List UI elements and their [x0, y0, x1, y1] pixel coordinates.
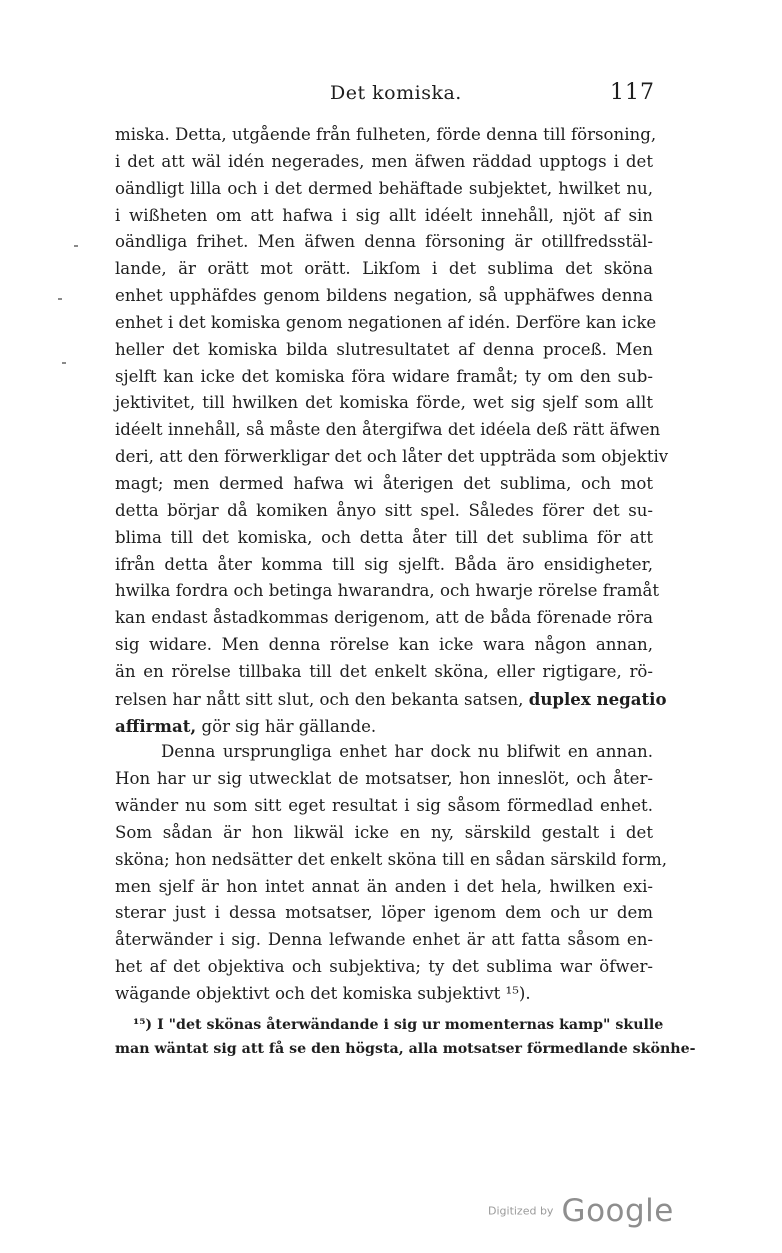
- text-line: men sjelf är hon intet annat än anden i det hela, hwilken exi-: [115, 876, 653, 896]
- google-watermark: [488, 1193, 674, 1229]
- page-number: 117: [610, 80, 655, 105]
- text-line: sig widare. Men denna rörelse kan icke wara någon annan,: [115, 635, 653, 655]
- margin-mark: [62, 362, 66, 364]
- margin-mark: [58, 298, 62, 300]
- text-line: oändliga frihet. Men äfwen denna försoning är otillfredsstäl-: [115, 232, 653, 252]
- paragraph-2: [115, 739, 668, 1007]
- text-line: Denna ursprungliga enhet har dock nu blifwit en annan.: [161, 742, 653, 762]
- text-line: återwänder i sig. Denna lefwande enhet är att fatta såsom en-: [115, 930, 653, 950]
- page-header: [110, 82, 655, 112]
- text-line: heller det komiska bilda slutresultatet af denna proceß. Men: [115, 339, 653, 359]
- footnote-line: man wäntat sig att få se den högsta, alla motsatser förmedlande skönhe-: [115, 1041, 696, 1057]
- text-line: i det att wäl idén negerades, men äfwen räddad upptogs i det: [115, 151, 653, 171]
- running-title: Det komiska.: [330, 82, 462, 104]
- text-line: sköna; hon nedsätter det enkelt sköna till en sådan särskild form,: [115, 849, 668, 869]
- text-line: jektivitet, till hwilken det komiska förde, wet sig sjelf som allt: [115, 393, 653, 413]
- text-line: [115, 686, 667, 713]
- margin-mark: [74, 245, 78, 247]
- footnote-line: ¹⁵) I "det skönas återwändande i sig ur momenternas kamp" skulle: [133, 1017, 664, 1033]
- text-line: blima till det komiska, och detta åter till det sublima för att: [115, 527, 653, 547]
- text-line: detta börjar då komiken ånyo sitt spel. Således förer det su-: [115, 500, 653, 520]
- text-line: enhet i det komiska genom negationen af idén. Derföre kan icke: [115, 312, 657, 332]
- text-span: relsen har nått sitt slut, och den bekanta satsen,: [115, 689, 524, 709]
- google-logo: Google: [561, 1193, 674, 1229]
- text-line: hwilka fordra och betinga hwarandra, och hwarje rörelse framåt: [115, 581, 660, 601]
- text-line: wägande objektivt och det komiska subjektivt ¹⁵).: [115, 984, 531, 1003]
- text-line: oändligt lilla och i det dermed behäftade subjektet, hwilket nu,: [115, 178, 653, 198]
- text-line: enhet upphäfdes genom bildens negation, så upphäfwes denna: [115, 286, 653, 306]
- text-line: sjelft kan icke det komiska föra widare framåt; ty om den sub-: [115, 366, 653, 386]
- text-line: [115, 713, 653, 740]
- text-line: kan endast åstadkommas derigenom, att de båda förenade röra: [115, 608, 653, 628]
- bold-latin-phrase: affirmat,: [115, 715, 197, 736]
- text-line: wänder nu som sitt eget resultat i sig såsom förmedlad enhet.: [115, 796, 653, 816]
- text-line: sterar just i dessa motsatser, löper igenom dem och ur dem: [115, 903, 653, 923]
- text-line: än en rörelse tillbaka till det enkelt sköna, eller rigtigare, rö-: [115, 661, 653, 681]
- text-line: Som sådan är hon likwäl icke en ny, särskild gestalt i det: [115, 822, 653, 842]
- text-line: deri, att den förwerkligar det och låter det uppträda som objektiv: [115, 447, 669, 467]
- text-line: idéelt innehåll, så måste den återgifwa det idéela deß rätt äfwen: [115, 420, 661, 440]
- text-line: miska. Detta, utgående från fulheten, förde denna till försoning,: [115, 125, 657, 144]
- text-line: lande, är orätt mot orätt. Likſom i det sublima det sköna: [115, 259, 653, 279]
- paragraph-1: [115, 122, 669, 739]
- body-text: [115, 122, 669, 1008]
- text-line: het af det objektiva och subjektiva; ty det sublima war öfwer-: [115, 957, 653, 977]
- text-span: gör sig här gällande.: [201, 716, 377, 736]
- text-line: i wißheten om att hafwa i sig allt idéelt innehåll, njöt af sin: [115, 205, 653, 225]
- bold-latin-phrase: duplex negatio: [528, 688, 667, 709]
- text-line: magt; men dermed hafwa wi återigen det sublima, och mot: [115, 473, 653, 493]
- watermark-digitized-by: Digitized by: [488, 1204, 554, 1218]
- text-line: ifrån detta åter komma till sig sjelft. Båda äro ensidigheter,: [115, 554, 653, 574]
- footnote-15: [115, 1013, 696, 1061]
- text-line: Hon har ur sig utwecklat de motsatser, hon inneslöt, och åter-: [115, 769, 653, 789]
